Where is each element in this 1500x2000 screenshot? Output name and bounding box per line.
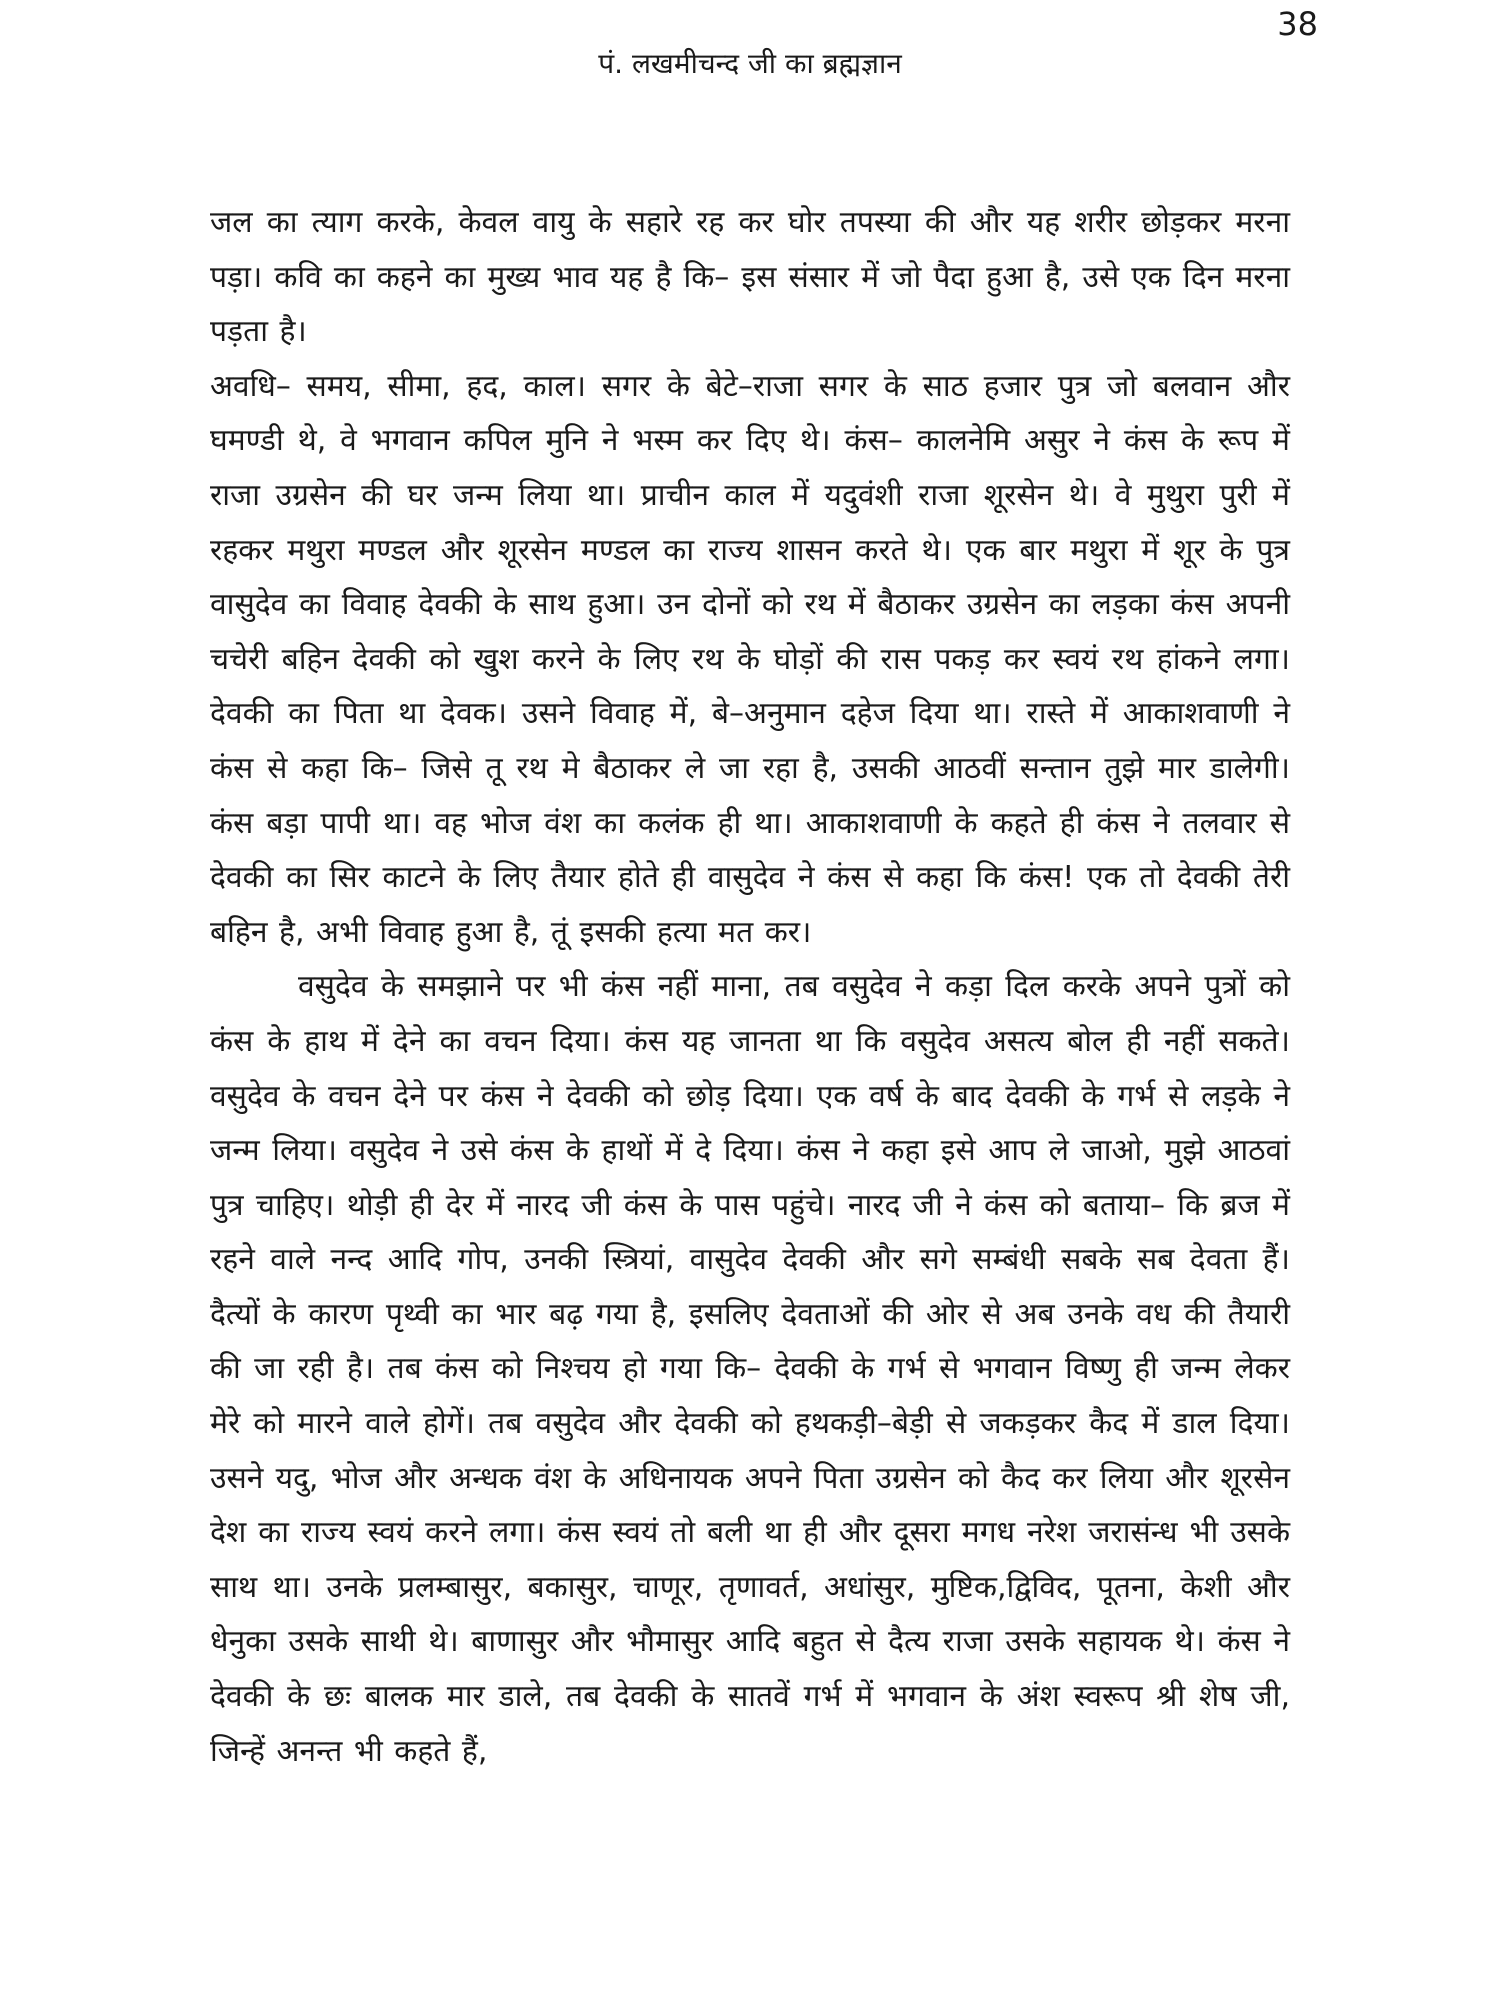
page-number: 38 [1277,5,1318,43]
paragraph-1: जल का त्याग करके, केवल वायु के सहारे रह कर घोर तपस्या की और यह शरीर छोड़कर मरना पड़ा। कवि का कहने का मुख्य भाव यह है कि– इस संसार में जो पैदा हुआ है, उसे एक दिन मरना पड़ता है। [210,205,1290,350]
paragraph-3: वसुदेव के समझाने पर भी कंस नहीं माना, तब वसुदेव ने कड़ा दिल करके अपने पुत्रों को कंस के हाथ में देने का वचन दिया। कंस यह जानता था कि वसुदेव असत्य बोल ही नहीं सकते। वसुदेव के वचन देने पर कंस ने देवकी को छोड़ दिया। एक वर्ष के बाद देवकी के गर्भ से लड़के ने जन्म लिया। वसुदेव ने उसे कंस के हाथों में दे दिया। कंस ने कहा इसे आप ले जाओ, मुझे आठवां पुत्र चाहिए। थोड़ी ही देर में नारद जी कंस के पास पहुंचे। नारद जी ने कंस को बताया– कि ब्रज में रहने वाले नन्द आदि गोप, उनकी स्त्रियां, वासुदेव देवकी और सगे सम्बंधी सबके सब देवता हैं। दैत्यों के कारण पृथ्वी का भार बढ़ गया है, इसलिए देवताओं की ओर से अब उनके वध की तैयारी की जा रही है। तब कंस को निश्चय हो गया कि– देवकी के गर्भ से भगवान विष्णु ही जन्म लेकर मेरे को मारने वाले होगें। तब वसुदेव और देवकी को हथकड़ी–बेड़ी से जकड़कर कैद में डाल दिया। उसने यदु, भोज और अन्धक वंश के अधिनायक अपने पिता उग्रसेन को कैद कर लिया और शूरसेन देश का राज्य स्वयं करने लगा। कंस स्वयं तो बली था ही और दूसरा मगध नरेश जरासंन्ध भी उसके साथ था। उनके प्रलम्बासुर, बकासुर, चाणूर, तृणावर्त, अधांसुर, मुष्टिक,द्विविद, पूतना, केशी और धेनुका उसके साथी थे। बाणासुर और भौमासुर आदि बहुत से दैत्य राजा उसके सहायक थे। कंस ने देवकी के छः बालक मार डाले, तब देवकी के सातवें गर्भ में भगवान के अंश स्वरूप श्री शेष जी, जिन्हें अनन्त भी कहते हैं, [210,969,1290,1769]
paragraph-2: अवधि– समय, सीमा, हद, काल। सगर के बेटे–राजा सगर के साठ हजार पुत्र जो बलवान और घमण्डी थे, वे भगवान कपिल मुनि ने भस्म कर दिए थे। कंस– कालनेमि असुर ने कंस के रूप में राजा उग्रसेन की घर जन्म लिया था। प्राचीन काल में यदुवंशी राजा शूरसेन थे। वे मुथुरा पुरी में रहकर मथुरा मण्डल और शूरसेन मण्डल का राज्य शासन करते थे। एक बार मथुरा में शूर के पुत्र वासुदेव का विवाह देवकी के साथ हुआ। उन दोनों को रथ में बैठाकर उग्रसेन का लड़का कंस अपनी चचेरी बहिन देवकी को खुश करने के लिए रथ के घोड़ों की रास पकड़ कर स्वयं रथ हांकने लगा। देवकी का पिता था देवक। उसने विवाह में, बे–अनुमान दहेज दिया था। रास्ते में आकाशवाणी ने कंस से कहा कि– जिसे तू रथ मे बैठाकर ले जा रहा है, उसकी आठवीं सन्तान तुझे मार डालेगी। कंस बड़ा पापी था। वह भोज वंश का कलंक ही था। आकाशवाणी के कहते ही कंस ने तलवार से देवकी का सिर काटने के लिए तैयार होते ही वासुदेव ने कंस से कहा कि कंस! एक तो देवकी तेरी बहिन है, अभी विवाह हुआ है, तूं इसकी हत्या मत कर। [210,368,1290,950]
body-text [210,196,1290,1779]
running-header: पं. लखमीचन्द जी का ब्रह्मज्ञान [598,47,902,80]
